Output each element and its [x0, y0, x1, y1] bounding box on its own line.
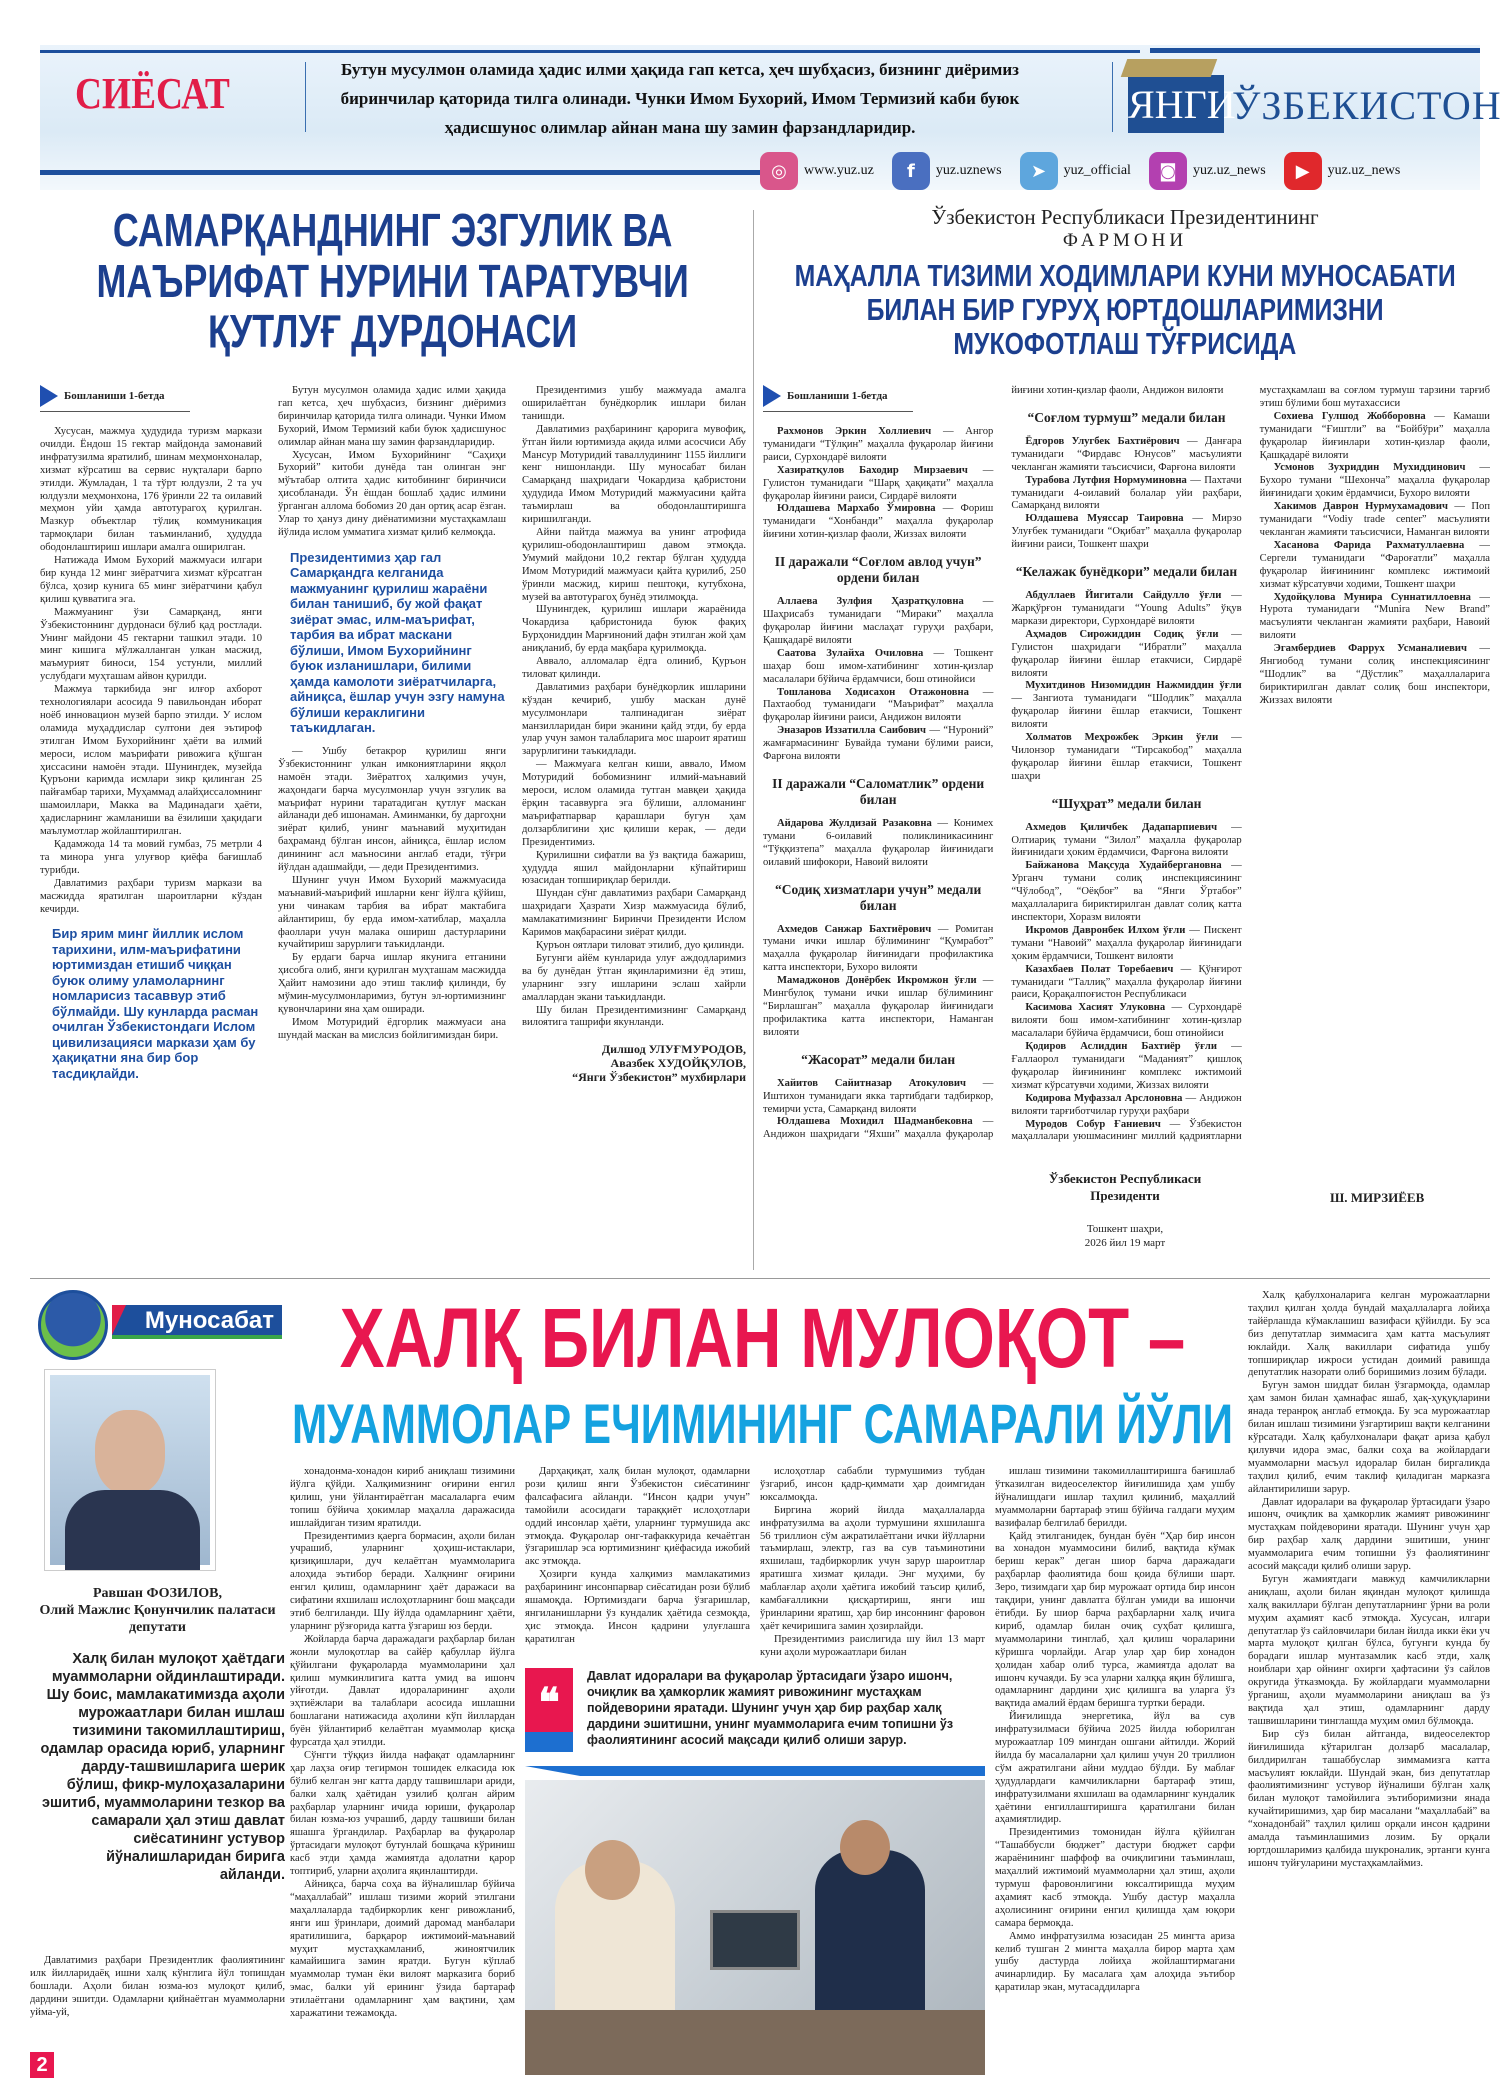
awardee-entry	[763, 648, 993, 687]
pull-quote: Бир ярим минг йиллик ислом тарихини, илм-маърифатини юртимиздан етишиб чиққан буюк олиму уламоларнинг номларисиз тасаввур этиб бўлмайди. Шу кунларда расман очилган Ўзбекистондаги Ислом цивилизацияси маркази ҳам бу ҳақиқатни яна бир бор тасдиқлайди.	[52, 926, 259, 1081]
awardee-name: Холматов Меҳрожбек Эркин ўғли	[1025, 732, 1219, 744]
author-byline: Равшан ФОЗИЛОВ, Олий Мажлис Қонунчилик палатаси депутати	[39, 1586, 276, 1635]
paragraph: ишлаш тизимини такомиллаштиришга бағишлаб ўтказилган видеоселектор йиғилишида ҳам ушбу йўналишдаги ишлар таҳлил қилиниб, маҳаллий муаммоларни бартараф этиш бўйича галдаги муҳим вазифалар белгилаб берилди.	[995, 1466, 1235, 1529]
paragraph: Президентимиз қаерга бормасин, аҳоли билан учрашиб, уларнинг ҳоҳиш-истаклари, қизиқишлари, дуч келаётган муаммоларига алоҳида эътибор беради. Халқнинг оғирини енгил қилиш, одамларнинг ҳаёт даражаси ва сифатини яхшилаш ислоҳотларнинг бош мақсади этиб белгиланди. Шу йўлда одамларнинг ҳаёти, уларнинг рўзғорида катта ўзгариш юз берди.	[290, 1530, 515, 1632]
head	[840, 1820, 890, 1875]
paragraph: Йиғилишда энергетика, йўл ва сув инфратузилмаси бўйича 2025 йилда юборилган мурожаатлар 109 мингдан ошгани айтилди. Жорий йилда бу масалаларни ҳал қилиш учун 20 триллион сўм ажратилгани айни муддао бўлди. Бу маблағ ҳудудлардаги камчиликларни бартараф этиш, инфратузилмани яхшилаш ва одамларнинг кундалик ҳаётини енгиллаштиришга қаратилгани билан аҳамиятлидир.	[995, 1711, 1235, 1826]
awardee-description: — Ромитан тумани ички ишлар бўлимининг “Қумработ” маҳалла фуқаролар йиғинидаги профилактика катта инспектори, Бухоро вилояти	[763, 923, 994, 974]
newspaper-logo-word: ЎЗБЕКИСТОН	[1232, 83, 1502, 128]
paragraph: Мажмуа таркибида энг илғор ахборот технологиялари асосида 9 павильондан иборат ноёб инновацион музей барпо этилди. У ислом оламида муҳаддислар султони дея эътироф этилган Имом Бухорийнинг ҳаёти ва илмий мероси, ислом маърифати ривожига қўшган ҳиссасини намоён этади. Шунингдек, музейда Қуръони каримда исмлари зикр қилинган 25 пайғамбар тарихи, Муҳаммад алайҳиссаломнинг шамоиллари, Макка ва Мадинадаги ҳаёти, ҳадисларнинг жамланиши ва ёзилиши ҳақидаги маълумотлар жойлаштирилган.	[40, 684, 262, 838]
awardee-entry	[763, 503, 993, 542]
awardee-description: — Сурхондарё вилояти бош имом-хатибининг хотин-қизлар масалалари бўйича ёрдамчиси, бош отинойиси	[1011, 1002, 1242, 1040]
paragraph: Дарҳақиқат, халқ билан мулоқот, одамларни рози қилиш янги Ўзбекистон сиёсатининг фалсафасига айланди. “Инсон қадри учун” тамойили асосидаги тараққиёт ислоҳотлари оддий инсонлар ҳаёти, уларнинг турмушида акс этмоқда. Фуқаролар онг-тафаккурида кечаётган ўзгаришлар эса юртимизнинг қиёфасида ижобий акс этмоқда.	[525, 1466, 750, 1568]
city-logo-icon	[38, 1290, 108, 1360]
social-link[interactable]	[1020, 152, 1131, 190]
paragraph: Шу билан Президентимизнинг Самарқанд вилоятига ташрифи якунланди.	[522, 1004, 746, 1029]
awardee-entry	[1011, 1041, 1241, 1093]
awardee-description: — Поп туманидаги “Vodiy trade center” масъулияти чекланган жамияти таъсисчиси, Наманган вилояти	[1259, 501, 1490, 538]
award-heading: “Жасорат” медали билан	[801, 1051, 956, 1067]
paragraph: Давлатимиз раҳбари бунёдкорлик ишларини кўздан кечириб, ушбу маскан дунё мусулмонлари талпинадиган зиёрат манзилларидан бири эканини қайд этди, бу ерда улар учун замон талабларига мос шароит яратиш зарурлигини таъкидлади.	[522, 681, 746, 758]
article-subheadline: МУАММОЛАР ЕЧИМИНИНГ САМАРАЛИ ЙЎЛИ	[292, 1392, 1233, 1454]
awardee-name: Хазиратқулов Баходир Мирзаевич	[777, 464, 968, 476]
awardee-entry	[1011, 822, 1241, 861]
triangle-icon	[40, 385, 58, 407]
awardee-description: — Чилонзор туманидаги “Тирсакобод” маҳалла фуқаролар йиғини ёшлар етакчиси, Тошкент шаҳри	[1011, 732, 1242, 782]
paragraph: Биргина жорий йилда маҳаллаларда инфратузилма ва аҳоли турмушини яхшилашга 56 триллион сўм ажратилаётгани ички йўлларни таъмирлаш, электр, газ ва сув таъминотини яхшилаш, тадбиркорлик учун зарур шароитлар яратишга хизмат қилади. Энг муҳими, бу маблағлар аҳоли ҳаётига ижобий таъсир қилиб, камбағалликни қисқартириш, янги иш ўринларини яратиш, ҳар бир инсоннинг фаровон ҳаёт кечиришига замин ҳозирлайди.	[760, 1504, 985, 1632]
awardee-name: Мамаджонов Донёрбек Икромжон ўғли	[777, 975, 977, 987]
award-heading: “Келажак бунёдкори” медали билан	[1015, 564, 1238, 580]
awardee-description: — Иштихон туманидаги якка тартибдаги тадбиркор, темирчи уста, Самарқанд вилояти	[763, 1077, 994, 1115]
signer-title: Ўзбекистон Республикаси Президенти	[1048, 1171, 1202, 1203]
telegram-icon: ➤	[1020, 152, 1058, 190]
paragraph: Мажмуанинг ўзи Самарқанд, янги Ўзбекистоннинг дурдонаси бўлиб қад ростлади. Унинг майдони 45 гектарни ташкил этади. 10 минг кишига мўлжалланган улкан масжид, маъмурият биноси, 154 устунли, миллий услубдаги муҳташам айвон қурилди.	[40, 606, 262, 683]
awardee-name: Ахмедов Санжар Бахтиёрович	[777, 923, 932, 935]
awardee-entry	[763, 818, 993, 870]
awardee-entry	[1011, 732, 1241, 784]
quote-accent	[525, 1732, 573, 1752]
social-link[interactable]	[760, 152, 874, 190]
awardee-name: Қодиров Аслиддин Бахтиёр ўғли	[1025, 1041, 1217, 1053]
pull-quote: Президентимиз ҳар гал Самарқандга келганида мажмуанинг қурилиш жараёни билан танишиб, бу жой фақат зиёрат эмас, илм-маърифат, тарбия ва ибрат маскани бўлиши, Имом Бухорийнинг буюк изланишлари, билими ҳамда камолоти зиёратчиларга, айниқса, ёшлар учун эзгу намуна бўлиши кераклигини таъкидлаган.	[290, 549, 505, 736]
paragraph: Хусусан, Имом Бухорийнинг “Саҳиҳи Бухорий” китоби дунёда тан олинган энг мўътабар олтита ҳадис китобининг биринчиси ҳисобланади. Ўн ёшдан бошлаб ҳадис илмини ўрганган аллома бобомиз 20 дан ортиқ асар ёзган. Улар то ҳануз дину диёнатимизни мустаҳкамлаш йўлида ислом умматига хизмат қилиб келмоқда.	[278, 449, 506, 538]
paragraph: Шунингдек, қурилиш ишлари жараёнида Чокардиза қабристонида буюк фақиҳ Бурҳониддин Марғиноний дафн этилган жой ҳам аниқланиб, бу ерда мақбара қурилмоқда.	[522, 604, 746, 655]
divider	[40, 170, 760, 175]
awardee-entry	[763, 975, 993, 1040]
awardee-name: Худойқулова Мунира Суннатиллоевна	[1273, 591, 1471, 603]
paragraph: Бугунги айём кунларида улуғ аждодларимиз ва бу дунёдан ўтган яқинларимизни ёд этиш, уларнинг эзгу ишларини эслаш хайрли амаллардан экани таъкидланди.	[522, 952, 746, 1003]
paragraph: Аввало, алломалар ёдга олиниб, Қуръон тиловат қилинди.	[522, 656, 746, 680]
paragraph: Давлат идоралари ва фуқаролар ўртасидаги ўзаро ишонч, очиқлик ва ҳамкорлик жамият ривожининг мустаҳкам пойдеворини яратади. Шунинг учун ҳар бир раҳбар халқ дардини эшитиши, унинг муаммоларига ечим топишни ўз фаолиятининг асосий мақсади қилиб олиши зарур.	[1248, 1496, 1490, 1573]
decree-place-date: Тошкент шаҳри, 2026 йил 19 март	[1084, 1223, 1166, 1249]
paragraph: Жойларда барча даражадаги раҳбарлар билан жонли мулоқотлар ва сайёр қабуллар йўлга қўйилгани фуқароларда муаммоларини ҳал қилиш мумкинлигига катта умид ва ишонч уйғотди. Давлат идораларининг аҳоли эҳтиёжлари ва талаблари асосида ишлашни бошлагани натижасида аҳолини кўп йиллардан буён ўйлантириб келаётган муаммолар қисқа фурсатда ҳал этилди.	[290, 1633, 515, 1749]
globe-icon: ◎	[760, 152, 798, 190]
awardee-entry	[1260, 592, 1490, 644]
awardee-description: — Фориш туманидаги “Хонбанди” маҳалла фуқаролар йиғини хотин-қизлар фаоли, Жиззах вилояти	[763, 503, 994, 541]
awardee-entry	[763, 924, 993, 976]
awardee-name: Сохиева Гулшод Жобборовна	[1273, 410, 1426, 422]
paragraph: Давлатимиз раҳбари туризм маркази ва масжидда яратилган шароитларни кўздан кечирди.	[40, 877, 262, 915]
awardee-description: — Ўзбекистон маҳаллалари уюшмасининг миллий қадриятларни мустаҳкамлаш ва соғлом турмуш тарзини тарғиб этиш бўлими бош мутахассиси	[1011, 385, 1490, 1143]
paragraph: Хусусан, мажмуа ҳудудида туризм маркази очилди. Ёндош 15 гектар майдонда замонавий инфратузилма яратилиб, шинам меҳмонхоналар, хизмат кўрсатиш ва сервис нуқталари барпо этилди. Жумладан, 1 та тўрт юлдузли, 2 та уч юлдузли меҳмонхона, 176 ўринли 22 та оилавий меҳмон уйи ҳамда автотурагоҳ қурилган. Мазкур объектлар тўлиқ коммуникация тармоқлари билан таъминланиб, ҳудудда ободонлаштириш ишлари амалга оширилган.	[40, 426, 262, 554]
youtube-icon: ▶	[1284, 152, 1322, 190]
suit	[65, 1490, 200, 1570]
awardee-description: — Янгиобод тумани солиқ инспекциясининг “Шодлик” ва “Дўстлик” маҳаллаларига бириктирилган давлат солиқ бош инспектори, Жиззах вилояти	[1259, 643, 1490, 706]
monitor	[710, 1910, 800, 1970]
awardee-name: Юлдашева Муяссар Таировна	[1025, 513, 1184, 525]
flag-accent	[112, 1305, 126, 1335]
header-lead: Бутун мусулмон оламида ҳадис илми ҳақида гап кетса, ҳеч шубҳасиз, бизнинг диёримиз биринчилар қаторида тилга олинади. Чунки Имом Бухорий, Имом Термизий каби буюк ҳадисшунос олимлар айнан мана шу замин фарзандларидир.	[340, 60, 1020, 137]
paragraph: Қадамжода 14 та мовий гумбаз, 75 метрли 4 та минора унга улуғвор қиёфа бағишлаб турибди.	[40, 839, 262, 876]
awardee-name: Ахмедов Қиличбек Дадапарпиевич	[1025, 821, 1218, 833]
social-links	[760, 152, 1400, 190]
paragraph: — Мажмуага келган киши, аввало, Имом Мотуридий бобомизнинг илмий-маънавий мероси, ислом оламида тутган мавқеи ҳақида ёрқин тасаввурга эга бўлиши, алломанинг маърифатпарвар қарашлари бугун ҳам долзарблигини ҳис қилиши керак, — деди Президентимиз.	[522, 759, 746, 848]
paragraph: Ҳозирги кунда халқимиз мамлакатимиз раҳбарининг инсонпарвар сиёсатидан рози бўлиб яшамоқда. Юртимиздаги барча ўзгаришлар, янгиланишларни ўз кундалик ҳаётида сезмоқда, ҳис этмоқда. Инсон қадрини улуғлашга қаратилган	[525, 1569, 750, 1645]
article-column	[995, 1466, 1235, 2078]
awardee-name: Усмонов Зухриддин Мухиддинович	[1273, 462, 1466, 474]
paragraph: Имом Мотуридий ёдгорлик мажмуаси ана шундай маскан ва мислсиз бойлигимиздан бири.	[278, 1016, 506, 1041]
awardee-name: Касимова Хасият Улуковна	[1025, 1002, 1166, 1014]
awardee-entry	[763, 596, 993, 648]
paragraph: Натижада Имом Бухорий мажмуаси илгари бир кунда 12 минг зиёратчига хизмат кўрсатган бўлса, ҳозир кунига 65 минг зиёратчини қабул қилиш қувватига эга.	[40, 555, 262, 605]
article-column	[760, 1466, 985, 1658]
social-label: www.yuz.uz	[804, 163, 874, 178]
awardee-description: — Қўнғирот туманидаги “Таллиқ” маҳалла фуқаролар йиғини раиси, Қорақалпоғистон Республикаси	[1011, 963, 1242, 1001]
awardee-description: — Данғара туманидаги “Фирдавс Юнусов” масъулияти чекланган жамияти таъсисчиси, Фарғона вилояти	[1011, 435, 1242, 473]
awardee-description: — Пискент тумани “Навоий” маҳалла фуқаролар йиғинидаги ҳоким ёрдамчиси, Тошкент вилояти	[1011, 924, 1242, 962]
paragraph: Қайд этилганидек, бундан буён “Ҳар бир инсон ва хонадон муаммосини билиб, вақтида кўмак бериш керак” деган шиор барча даражадаги раҳбарлар фаолиятида бош қоида бўлиши шарт. Зеро, тизимдаги ҳар бир мурожаат ортида бир инсон тақдири, унинг давлатга бўлган умиди ва ишончи ётибди. Бу шиор барча раҳбарларни халқ ичига кириб, одамлар билан очиқ суҳбат қилишга, муаммоларини тинглаб, ҳал қилиш чораларини кўришга чорлайди. Агар улар ҳар бир хонадон ҳолидан хабар олиб турса, жамиятда адолат ва ишонч кучаяди. Бу эса уларни халққа яқин бўлишга, одамларнинг дардини ҳис қилишга ва уларга ўз вақтида амалий ёрдам беришга туртки беради.	[995, 1530, 1235, 1710]
awardee-entry	[1011, 590, 1241, 629]
awardee-name: Хайитов Сайитназар Атокулович	[777, 1077, 966, 1089]
triangle-icon	[763, 385, 781, 407]
continued-marker: Бошланиши 1-бетда	[40, 385, 190, 412]
paragraph: Бир сўз билан айтганда, видеоселектор йиғилишида кўтарилган долзарб масалалар, билдирилган ташаббуслар зиммамизга катта масъулият юклайди. Шундай экан, биз депутатлар фаолиятимизнинг устувор йўналиши бўлган халқ билан мулоқот тамойилига эътиборимизни янада кучайтиришимиз, ҳар бир масалани “маҳаллабай” ва “хонадонбай” таҳлил қилиш орқали инсон қадрини амалда таъминлашимиз лозим. Бу орқали юртдошларимиз қалбида шукроналик, эртанги кунга ишонч туйғуларини мустаҳкамлаймиз.	[1248, 1728, 1490, 1869]
divider	[1112, 62, 1113, 132]
paragraph: Президентимиз раислигида шу йил 13 март куни аҳоли мурожаатлари билан	[760, 1633, 985, 1658]
awardee-name: Мухитдинов Низомиддин Нажмиддин ўғли	[1025, 680, 1242, 692]
awardee-description: — Мингбулоқ тумани ички ишлар бўлимининг “Бирлашган” маҳалла фуқаролар йиғинидаги профилактика катта инспектори, Наманган вилояти	[763, 975, 994, 1038]
award-heading: II даражали “Соғлом авлод учун” ордени билан	[774, 554, 982, 586]
awardee-description: — Пахтаобод туманидаги “Маърифат” маҳалла фуқаролар йиғини раиси, Андижон вилояти	[763, 686, 994, 724]
paragraph: Давлатимиз раҳбарининг қарорига мувофиқ, ўтган йили юртимизда ақида илми асосчиси Абу Мансур Мотуридий таваллудининг 1155 йиллиги кенг нишонланди. Шу муносабат билан Самарқанд шаҳридаги Чокардиза қабристони ҳудудида Имом Мотуридий мажмуасини қайта таъмирлаш ва ободонлаштиришга киришилганди.	[522, 423, 746, 526]
awardee-name: Рахмонов Эркин Холлиевич	[777, 426, 932, 437]
desk	[525, 2010, 985, 2075]
paragraph: Айниқса, барча соҳа ва йўналишлар бўйича “маҳаллабай” ишлаш тизими жорий этилгани маҳаллаларда тадбиркорлик кенг ривожланиб, янги иш ўринлари, доимий даромад манбалари яратилишига, барқарор ижтимоий-маънавий муҳит мустаҳкамланиб, жиноятчилик камайишига замин яратди. Бугун кўплаб муаммолар туман ёки вилоят марказига бориб эмас, балки уй ерининг ўзида бартараф этилаётгани одамларнинг ҳам вақтини, ҳам харажатини тежамоқда.	[290, 1879, 515, 2020]
head	[585, 1840, 640, 1900]
awardee-name: Саатова Зулайха Очиловна	[777, 647, 924, 659]
paragraph: Президентимиз томонидан йўлга қўйилган “Ташаббусли бюджет” дастури бюджет сарфи жараёнининг шаффоф ва очиқлигини таъминлаш, маҳаллий ижтимоий муаммоларни ҳал этиш, аҳоли турмуш фаровонлигини юксалтиришда муҳим аҳамият касб этмоқда. Ушбу дастур маҳалла аҳолисининг оғирини енгил қилишда ҳам юқори самара бермоқда.	[995, 1827, 1235, 1929]
instagram-icon: ◙	[1149, 152, 1187, 190]
paragraph: ислоҳотлар сабабли турмушимиз тубдан ўзгариб, инсон қадр-қиммати ҳар доимгидан юксалмоқда.	[760, 1466, 985, 1503]
article-headline: САМАРҚАНДНИНГ ЭЗГУЛИК ВА МАЪРИФАТ НУРИНИ ТАРАТУВЧИ ҚУТЛУҒ ДУРДОНАСИ	[96, 205, 689, 357]
article-column	[290, 1466, 515, 2078]
social-label: yuz.uz_news	[1327, 163, 1401, 178]
paragraph: — Ушбу бетакрор қурилиш янги Ўзбекистоннинг улкан имкониятларини яққол намоён этади. Зиёратгоҳ халқимиз учун, жаҳондаги барча мусулмонлар учун эзгулик ва маърифат нурини таратадиган қутлуғ маскан айланади деб ишонаман. Аминманки, бу даргоҳни зиёрат қилиб, унинг маънавий муҳитидан баҳраманд бўлган инсон, айниқса, ёшлар ислом динининг асл маъносини англаб етади, тўғри йўлдан адашмайди, — деди Президентимиз.	[278, 745, 506, 874]
paragraph: Бу ердаги барча ишлар якунига етганини ҳисобга олиб, янги қурилган муҳташам масжидда Ҳайит намозини адо этиш таклиф қилинди, бу мўмин-мусулмонларимиз, бутун эл-юртимизнинг қувончларини яна ҳам оширади.	[278, 952, 506, 1015]
continued-marker: Бошланиши 1-бетда	[763, 385, 913, 412]
paragraph: Қуръон оятлари тиловат этилиб, дуо қилинди.	[536, 939, 745, 951]
awardee-description: — Тошкент шаҳар бош имом-хатибининг хотин-қизлар масалалари бўйича ёрдамчиси, бош отинойиси	[763, 647, 994, 685]
awardee-description: — Сергели туманидаги “Фароғатли” маҳалла фуқаролар йиғинининг комплекс ижтимоий хизмат кўрсатувчи ходими, Тошкент шаҳри	[1259, 539, 1490, 590]
awardee-entry	[763, 426, 993, 465]
awardee-entry	[763, 725, 993, 764]
awardee-name: Турабова Лутфия Нормуминовна	[1025, 474, 1187, 486]
quote-bar	[525, 1766, 985, 1776]
awardee-entry	[763, 465, 993, 504]
social-label: yuz.uz_news	[1192, 163, 1266, 178]
awardee-name: Эназаров Иззатилла Саибович	[777, 725, 926, 737]
award-heading: II даражали “Саломатлик” ордени билан	[772, 775, 985, 807]
divider	[305, 62, 306, 132]
awardee-entry	[1011, 860, 1241, 925]
awardee-entry	[1011, 680, 1241, 732]
awardee-description: — Зангиота туманидаги “Шодлик” маҳалла фуқаролар йиғини ёшлар етакчиси, Тошкент вилояти	[1011, 693, 1242, 731]
awardee-description: — Ангор туманидаги “Тўлқин” маҳалла фуқаролар йиғини раиси, Сурхондарё вилояти	[763, 426, 994, 463]
newspaper-logo: ЯНГИ	[1128, 75, 1224, 133]
page-number: 2	[30, 2052, 54, 2078]
divider	[1150, 48, 1480, 53]
awardee-description: — Шаҳрисабз туманидаги “Мираки” маҳалла фуқаролар йиғини маслаҳат гуруҳи раҳбари, Қашқадарё вилояти	[763, 596, 994, 646]
awardee-description: — Пахтачи туманидаги 4-оилавий болалар уйи раҳбари, Самарқанд вилояти	[1011, 474, 1242, 512]
article-lead: Халқ билан мулоқот ҳаётдаги муаммоларни ойдинлаштиради. Шу боис, мамлакатимизда аҳоли мурожаатлари билан ишлаш тизимини такомиллаштириш, одамлар орасида юриб, уларнинг дарду-ташвишларига шерик бўлиш, фикр-мулоҳазаларини эшитиб, муаммоларини тезкор ва самарали ҳал этиш давлат сиёсатининг устувор йўналишларидан бирига айланди.	[40, 1651, 285, 1883]
awardee-entry	[1011, 1093, 1241, 1119]
awardee-name: Хасанова Фарида Рахматуллаевна	[1273, 539, 1465, 551]
awardee-name: Аллаева Зулфия Ҳазратқуловна	[777, 596, 964, 608]
article-column	[525, 1466, 750, 1658]
paragraph: Сўнгги тўққиз йилда нафақат одамларнинг ҳар лаҳза оғир тегирмон тошидек елкасида юк бўлиб келган энг катта дарду ташвишлари ариди, балки халқ ҳаётидан узилиб қолган айрим раҳбарлар уларнинг ичида юриши, фуқаролар билан юзма-юз учрашиб, дарду ташвиши билан яшашга ўргандилар. Раҳбарлар ва фуқаролар ўртасидаги мулоқот бутунлай бошқача кўриниш касб этди ҳамда жамиятда адолатни қарор топтириб, уларни аҳолига яқинлаштирди.	[290, 1749, 515, 1878]
awardee-name: Юлдашева Мохидил Шадманбековна	[777, 1116, 973, 1128]
section-rubric: СИЁСАТ	[75, 69, 230, 118]
awardee-name: Юлдашева Мархабо Ўмировна	[777, 503, 936, 515]
awardee-name: Тошланова Ходисахон Отажоновна	[777, 686, 969, 698]
awardee-entry	[1260, 462, 1490, 501]
awardee-description: — Андижон шаҳридаги “Яхши” маҳалла фуқаролар йиғини хотин-қизлар фаоли, Андижон вилояти	[763, 385, 1224, 1141]
awardee-name: Эгамбердиев Фаррух Усманалиевич	[1273, 643, 1467, 655]
awardee-name: Байжанова Мақсуда Худайбергановна	[1025, 860, 1222, 872]
paragraph: Президентимиз ушбу мажмуада амалга оширилаётган бунёдкорлик ишлари билан танишди.	[522, 385, 746, 422]
awardee-description: — Мирзо Улуғбек туманидаги “Оқибат” маҳалла фуқаролар йиғини раиси, Тошкент шаҳри	[1011, 513, 1242, 551]
awardee-description: — Урганч тумани солиқ инспекциясининг “Чўлобод”, “Оёқбоғ” ва “Янги Ўртабоғ” маҳаллаларига бириктирилган давлат солиқ катта инспектори, Хоразм вилояти	[1011, 860, 1242, 923]
award-heading: “Шуҳрат” медали билан	[1051, 795, 1202, 811]
awardee-entry	[1011, 436, 1241, 475]
social-link[interactable]	[1149, 152, 1266, 190]
awardee-description: — Ғаллаорол туманидаги “Маданият” қишлоқ фуқаролар йиғинининг комплекс ижтимоий хизмат кўрсатувчи ходими, Жиззах вилояти	[1011, 1041, 1242, 1091]
paragraph: Бугун замон шиддат билан ўзгармоқда, одамлар ҳам замон билан ҳамнафас яшаб, ҳақ-ҳуқуқларини янада теранроқ англаб етмоқда. Бу эса мурожаатлар билан ишлаш тизимини ўзгартириш вақти келганини кўрсатади. Халқ қабулхоналари фақат ариза қабул қилувчи идора эмас, балки соҳа ва жойлардаги муаммоларни масъул идоралар билан биргаликда таҳлил қилиб, ечим таклиф қиладиган марказга айлантирилиши зарур.	[1248, 1380, 1490, 1495]
awardee-entry	[1011, 1002, 1241, 1041]
article-column: Давлатимиз раҳбари Президентлик фаолиятининг илк йилларидаёқ ишни халқ кўнглига йўл топишдан бошлади. Аҳоли билан юзма-юз мулоқот қилиб, дардини эшитди. Одамларни қийнаётган муаммоларни уйма-уй,	[30, 1955, 285, 2018]
awardee-name: Хакимов Даврон Нурмухамадович	[1273, 501, 1448, 513]
social-label: yuz_official	[1063, 163, 1131, 178]
social-link[interactable]	[892, 152, 1002, 190]
awardee-name: Казахбаев Полат Торебаевич	[1025, 963, 1174, 975]
award-list	[763, 385, 1490, 1155]
award-heading: “Соғлом турмуш” медали билан	[1027, 409, 1226, 425]
awardee-name: Икромов Давронбек Илхом ўғли	[1025, 924, 1186, 936]
quote-text: Давлат идоралари ва фуқаролар ўртасидаги ўзаро ишонч, очиқлик ва ҳамкорлик жамият ривожининг мустаҳкам пойдеворини яратади. Шунинг учун ҳар бир раҳбар халқ дардини эшитишни, унинг муаммоларига ечим топишни ўз фаолиятининг асосий мақсади қилиб олиши зарур.	[587, 1669, 954, 1747]
decree-header: Ўзбекистон Республикаси Президентининг ФАРМОНИ МАҲАЛЛА ТИЗИМИ ХОДИМЛАРИ КУНИ МУНОСАБАТИ БИЛАН БИР ГУРУҲ ЮРТДОШЛАРИМИЗНИ МУКОФОТЛАШ ТЎҒРИСИДА	[760, 205, 1490, 360]
awardee-name: Ёдгоров Улугбек Бахтиёрович	[1025, 435, 1180, 447]
paragraph: хонадонма-хонадон кириб аниқлаш тизимини йўлга қўйди. Халқимизнинг оғирини енгил қилиш, уни ўйлантираётган масалаларга ечим топиш бўйича ҳокимлар маҳалла даражасида ишлайдиган тизим яратилди.	[290, 1466, 515, 1529]
quote-icon: ❝	[525, 1668, 573, 1732]
paragraph: Шундан сўнг давлатимиз раҳбари Самарқанд шаҳридаги Ҳазрати Хизр мажмуасида бўлиб, мамлакатимизнинг Биринчи Президенти Ислом Каримов мақбарасини зиёрат қилди.	[522, 888, 746, 939]
decree-headline: МАҲАЛЛА ТИЗИМИ ХОДИМЛАРИ КУНИ МУНОСАБАТИ БИЛАН БИР ГУРУҲ ЮРТДОШЛАРИМИЗНИ МУКОФОТЛАШ ТЎҒРИСИДА	[794, 258, 1456, 361]
paragraph: Халқ қабулхоналарига келган мурожаатларни таҳлил қилган ҳолда бундай маҳаллаларга лойиҳа тайёрлашда кўмаклашиш вазифаси қўйилди. Бу эса биз депутатлар зиммасига ҳам катта масъулият юклайди. Халқ вакиллари сифатида ушбу топшириқлар ижроси устидан доимий равишда депутатлик назорати олиб боришимиз лозим бўлади.	[1248, 1290, 1490, 1379]
author-photo	[45, 1370, 215, 1570]
signer-name: Ш. МИРЗИЁЕВ	[1330, 1190, 1425, 1205]
awardee-entry	[763, 687, 993, 726]
awardee-description: — Андижон вилояти тарғиботчилар гуруҳи раҳбари	[1011, 1092, 1242, 1117]
paragraph: Айни пайтда мажмуа ва унинг атрофида қурилиш-ободонлаштириш давом этмоқда. Умумий майдони 10,2 гектар бўлган ҳудудда Имом Мотуридий мажмуаси қайта қурилиб, 250 ўринли масжид, кириш пештоқи, кутубхона, музей ва автотурагоҳ бунёд этилмоқда.	[522, 526, 746, 603]
awardee-entry	[1011, 964, 1241, 1003]
paragraph: Бугун жамиятдаги мавжуд камчиликларни аниқлаш, аҳоли билан яқиндан мулоқот қилишда халқ вакиллари бўлган депутатларнинг ўрни ва роли муҳим аҳамият касб этмоқда. Хусусан, илгари депутатлар ўз сайловчилари билан йилда икки ёки уч марта мулоқот қилган бўлса, бугунги кунда бу борадаги ишлар мунтазамлик касб этди, халқ ноиблари ҳар ойнинг охирги ҳафтасини ўз сайлов округида ўтказмоқда. Бу жойлардаги муаммоларни ўрганиш, аҳоли муаммоларини аниқлаш ва ўз вақтида ҳал этиш, одамларнинг дарду ташвишларини тинглашда муҳим омил бўлмоқда.	[1248, 1573, 1490, 1727]
facebook-icon: f	[892, 152, 930, 190]
awardee-entry	[1011, 925, 1241, 964]
awardee-description: — Жарқўрғон туманидаги “Young Adults” ўқув маркази директори, Сурхондарё вилояти	[1011, 590, 1242, 627]
awardee-name: Абдуллаев Йигитали Сайдулло ўғли	[1025, 590, 1222, 602]
meeting-photo	[525, 1780, 985, 2075]
awardee-description: — Бухоро тумани “Шехонча” маҳалла фуқаролар йиғинидаги ҳоким ёрдамчиси, Бухоро вилояти	[1259, 462, 1490, 500]
awardee-description: — Конимех тумани 6-оилавий поликлиникасининг “Тўққизтепа” маҳалла фуқаролар йиғинидаги оилавий шифокори, Навоий вилояти	[763, 817, 994, 868]
awardee-entry	[763, 1078, 993, 1117]
awardee-description: — Нурота туманидаги “Munira New Brand” масъулияти чекланган жамияти раҳбари, Навоий вилояти	[1259, 591, 1490, 642]
awardee-entry	[1260, 540, 1490, 592]
social-link[interactable]	[1284, 152, 1401, 190]
awardee-description: — Камаши туманидаги “Ғиштли” ва “Бойбўри” маҳалла фуқаролар йиғинлари хотин-қизлар фаоли, Қашқадарё вилояти	[1259, 410, 1490, 461]
awardee-description: — Олтиариқ тумани “Зилол” маҳалла фуқаролар йиғинидаги ҳоким ёрдамчиси, Фарғона вилояти	[1011, 821, 1242, 859]
divider	[40, 50, 1140, 53]
paragraph: Қурилишни сифатли ва ўз вақтида бажариш, ҳудудда яшил майдонларни кўпайтириш юзасидан топшириқлар берилди.	[522, 849, 746, 887]
awardee-entry	[1260, 501, 1490, 540]
awardee-entry	[1260, 411, 1490, 463]
article-column	[1248, 1290, 1490, 2078]
article-authors: Дилшод УЛУҒМУРОДОВ, Авазбек ХУДОЙҚУЛОВ, “Янги Ўзбекистон” мухбирлари	[572, 1042, 746, 1085]
paragraph: Бутун мусулмон оламида ҳадис илми ҳақида гап кетса, ҳеч шубҳасиз, бизнинг диёримиз биринчилар қаторида тилга олинади. Чунки Имом Бухорий, Имом Термизий каби буюк ҳадисшунос олимлар айнан мана шу замин фарзандларидир.	[278, 385, 506, 448]
article-column	[278, 385, 506, 1265]
article-column	[40, 385, 262, 1265]
divider	[30, 1278, 1490, 1279]
social-label: yuz.uznews	[935, 163, 1002, 178]
divider	[753, 210, 754, 1270]
award-heading: “Содиқ хизматлари учун” медали билан	[775, 881, 982, 913]
awardee-name: Айдарова Жулдизай Разаковна	[777, 817, 932, 829]
awardee-description: — Гулистон туманидаги “Шарқ ҳақиқати” маҳалла фуқаролар йиғини раиси, Сирдарё вилояти	[763, 464, 994, 502]
awardee-name: Кодирова Муфаззал Арслоновна	[1025, 1092, 1183, 1104]
awardee-entry	[1260, 643, 1490, 708]
pull-quote	[525, 1668, 985, 1772]
paragraph: Аммо инфратузилма юзасидан 25 мингта ариза келиб тушган 2 мингта маҳалла бирор марта ҳам ушбу дастурда лойиҳа жойлаштирмагани ачинарлидир. Бу масалага ҳам алоҳида эътибор қаратилар экан, мутасаддиларга	[995, 1930, 1235, 1994]
article-column	[522, 385, 746, 1265]
awardee-entry	[1011, 629, 1241, 681]
article-headline: ХАЛҚ БИЛАН МУЛОҚОТ –	[339, 1292, 1186, 1385]
awardee-description: — Гулистон шаҳридаги “Ибратли” маҳалла фуқаролар йиғини ёшлар етакчиси, Сирдарё вилояти	[1011, 628, 1242, 679]
awardee-name: Муродов Собур Ғаниевич	[1025, 1118, 1161, 1130]
awardee-entry	[1011, 513, 1241, 552]
face	[95, 1410, 165, 1495]
awardee-name: Аҳмадов Сирожиддин Содиқ ўғли	[1025, 628, 1219, 640]
rubric-label: Муносабат	[112, 1305, 282, 1339]
paragraph: Шунинг учун Имом Бухорий мажмуасида маънавий-маърифий ишларни кенг йўлга қўйиш, уни чинакам тарбия ва ибрат мактабига айлантириш, бу ерда имом-хатиблар, маҳалла фаоллари учун малака ошириш дастурларини кучайтириш зарурлиги таъкидланди.	[278, 874, 506, 951]
awardee-entry	[1011, 475, 1241, 514]
awardee-description: — “Нуроний” жамғармасининг Бувайда тумани бўлими раиси, Фарғона вилояти	[763, 725, 994, 763]
